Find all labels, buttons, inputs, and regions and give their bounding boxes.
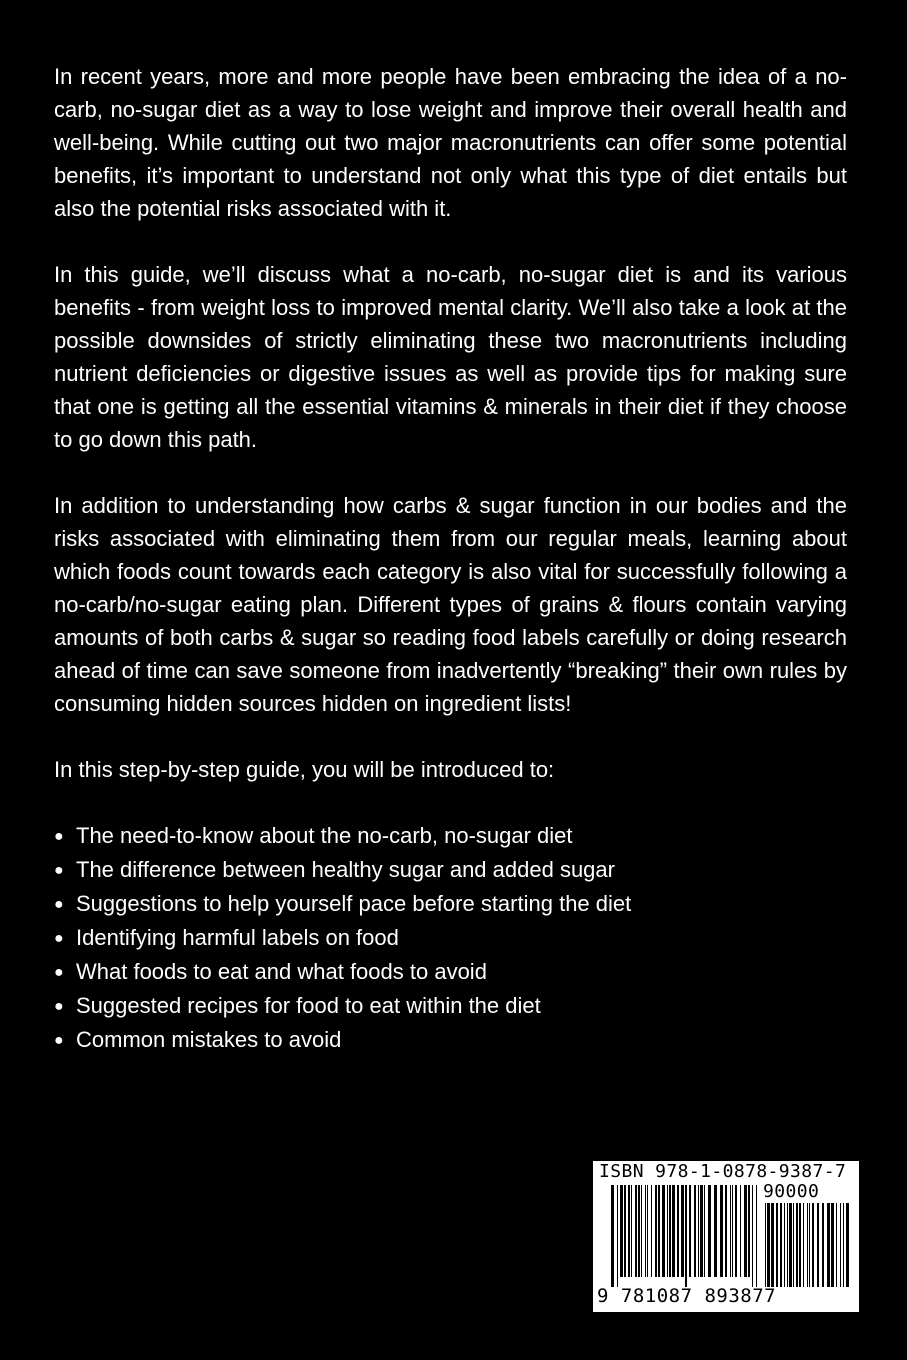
barcode-bar [700, 1185, 703, 1277]
barcode-bar [799, 1203, 801, 1287]
barcode-bar [694, 1185, 696, 1277]
barcode-bar [685, 1185, 687, 1287]
barcode-bar [809, 1203, 810, 1287]
list-item-text: The need-to-know about the no-carb, no-sugar diet [76, 823, 573, 848]
list-item [54, 819, 847, 853]
barcode-bar [793, 1203, 794, 1287]
barcode-bar [752, 1185, 753, 1287]
list-item [54, 989, 847, 1023]
barcode-bar [651, 1185, 652, 1277]
list-item [54, 1023, 847, 1057]
barcode-bar [846, 1203, 849, 1287]
barcode-bar [807, 1203, 808, 1287]
barcode-bar [647, 1185, 648, 1277]
barcode-bar [708, 1185, 711, 1277]
barcode-bar [725, 1185, 727, 1277]
barcode-bar [681, 1185, 684, 1277]
barcode-bar [662, 1185, 665, 1277]
list-item-text: Common mistakes to avoid [76, 1027, 342, 1052]
barcode-bar [787, 1203, 788, 1287]
barcode-addon-bars-icon [765, 1203, 849, 1287]
isbn-label: ISBN 978-1-0878-9387-7 [599, 1161, 847, 1182]
barcode-bar [730, 1185, 731, 1277]
barcode-bar [748, 1185, 750, 1277]
paragraph-1: In recent years, more and more people have been embracing the idea of a no-carb, no-sugar diet as a way to lose weight and improve their overall health and well-being. While cutting out two major macronutrients can offer some potential benefits, it’s important to understand not only what this type of diet entails but also the potential risks associated with it. [54, 64, 847, 221]
barcode-bar [655, 1185, 657, 1277]
barcode-bar [698, 1185, 699, 1277]
bullet-icon: ● [54, 1032, 64, 1049]
bullet-icon: ● [54, 998, 64, 1015]
barcode-bar [765, 1203, 766, 1287]
barcode-bar [843, 1203, 844, 1287]
paragraph-3: In addition to understanding how carbs & sugar function in our bodies and the risks associated with eliminating them from our regular meals, learning about which foods count towards each category is also vital for successfully following a no-carb/no-sugar eating plan. Different types of grains & flours contain varying amounts of both carbs & sugar so reading food labels carefully or doing research ahead of time can save someone from inadvertently “breaking” their own rules by consuming hidden sources hidden on ingredient lists! [54, 493, 847, 716]
barcode-bar [740, 1185, 741, 1277]
barcode-bar [628, 1185, 630, 1277]
barcode-bar [689, 1185, 691, 1277]
barcode-bar [836, 1203, 837, 1287]
topic-list [54, 819, 847, 1057]
barcode-bar [771, 1203, 774, 1287]
barcode-bar [624, 1185, 626, 1277]
bullet-icon: ● [54, 964, 64, 981]
list-item [54, 887, 847, 921]
barcode-bar [840, 1203, 841, 1287]
barcode-bar [803, 1203, 804, 1287]
barcode-bar [677, 1185, 679, 1277]
barcode-bar [638, 1185, 640, 1277]
list-item [54, 921, 847, 955]
barcode-bar [817, 1203, 819, 1287]
barcode-bar [796, 1203, 798, 1287]
bullet-icon: ● [54, 896, 64, 913]
barcode-bar [714, 1185, 717, 1277]
bullet-icon: ● [54, 828, 64, 845]
barcode-bar [789, 1203, 792, 1287]
barcode-bar [767, 1203, 770, 1287]
barcode-number: 9 781087 893877 [597, 1285, 777, 1307]
list-item [54, 853, 847, 887]
barcode-bar [669, 1185, 671, 1277]
barcode-bar [744, 1185, 747, 1277]
barcode-bar [645, 1185, 646, 1277]
barcode-bar [720, 1185, 723, 1277]
bullet-icon: ● [54, 862, 64, 879]
list-item-text: Identifying harmful labels on food [76, 925, 399, 950]
barcode-bar [780, 1203, 782, 1287]
bullet-icon: ● [54, 930, 64, 947]
list-item-text: Suggested recipes for food to eat within the diet [76, 993, 541, 1018]
list-item [54, 955, 847, 989]
paragraph-2: In this guide, we’ll discuss what a no-carb, no-sugar diet is and its various benefits - from weight loss to improved mental clarity. We’ll also take a look at the possible downsides of strictly eliminating these two macronutrients including nutrient deficiencies or digestive issues as well as provide tips for making sure that one is getting all the essential vitamins & minerals in their diet if they choose to go down this path. [54, 262, 847, 452]
barcode-bar [620, 1185, 623, 1277]
barcode-bar [735, 1185, 737, 1277]
barcode-bar [784, 1203, 785, 1287]
barcode-bar [831, 1203, 834, 1287]
back-cover-text [54, 60, 847, 1057]
barcode-bar [635, 1185, 637, 1277]
barcode-bar [631, 1185, 632, 1277]
barcode-bar [812, 1203, 814, 1287]
barcode-bar [822, 1203, 824, 1287]
barcode-bar [756, 1185, 757, 1287]
barcode-bar [617, 1185, 618, 1287]
barcode-bar [827, 1203, 830, 1287]
isbn-barcode [593, 1161, 859, 1312]
list-item-text: What foods to eat and what foods to avoid [76, 959, 487, 984]
barcode-bar [732, 1185, 733, 1277]
barcode-bar [667, 1185, 668, 1277]
list-intro: In this step-by-step guide, you will be introduced to: [54, 757, 555, 782]
barcode-addon-number: 90000 [763, 1181, 820, 1202]
list-item-text: Suggestions to help yourself pace before starting the diet [76, 891, 632, 916]
list-item-text: The difference between healthy sugar and added sugar [76, 857, 615, 882]
barcode-bar [658, 1185, 660, 1277]
barcode-bars-icon [611, 1185, 757, 1287]
barcode-bar [776, 1203, 778, 1287]
barcode-bar [704, 1185, 705, 1277]
barcode-bar [672, 1185, 675, 1277]
barcode-bar [611, 1185, 614, 1287]
barcode-bar [641, 1185, 642, 1277]
